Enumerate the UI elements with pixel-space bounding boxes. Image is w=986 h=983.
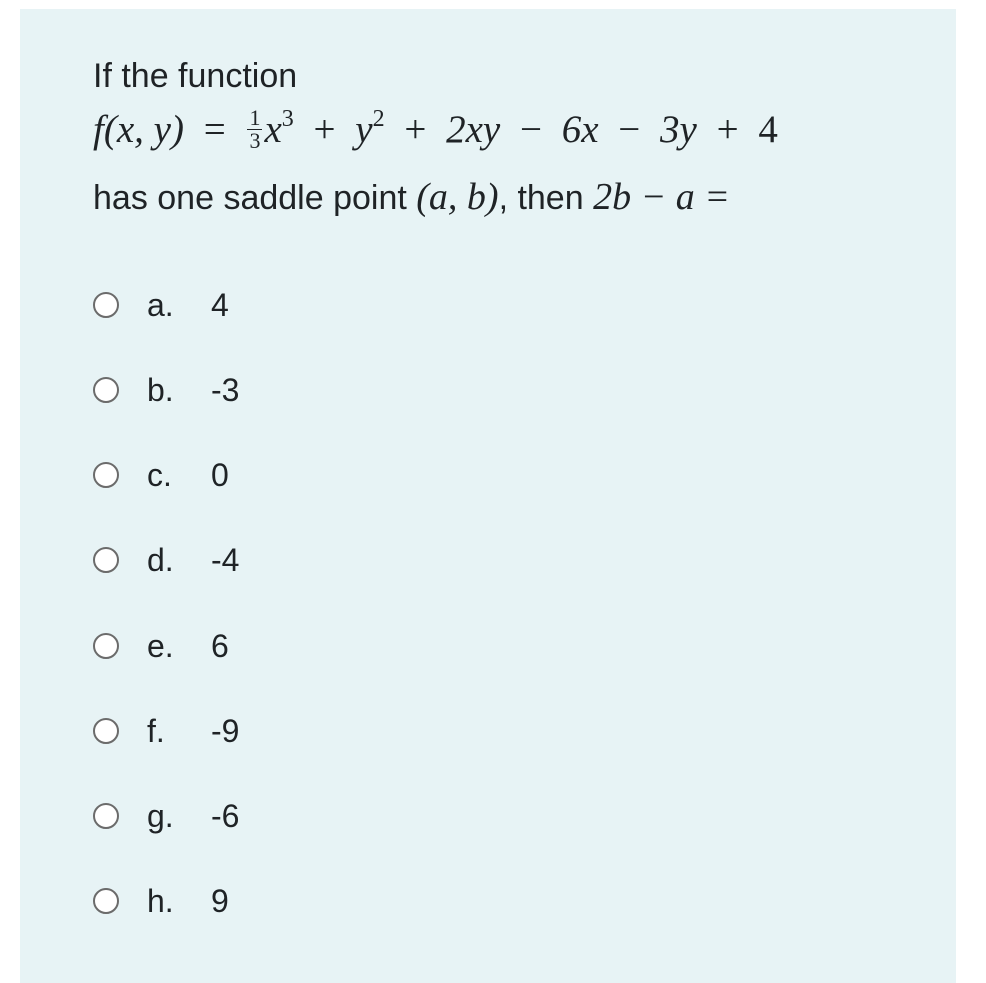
equation-plus-3: + [716,108,739,151]
question-card [20,9,956,983]
option-letter: e. [147,627,174,664]
option-c[interactable] [93,455,229,495]
option-value: 0 [211,456,229,493]
option-d[interactable] [93,540,240,580]
radio-button-icon[interactable] [93,462,119,488]
radio-button-icon[interactable] [93,633,119,659]
radio-button-icon[interactable] [93,547,119,573]
equation-minus-1: − [519,108,542,151]
option-letter: h. [147,882,174,919]
fraction-numerator: 1 [249,104,261,130]
radio-button-icon[interactable] [93,888,119,914]
option-f[interactable] [93,711,240,751]
option-value: 6 [211,627,229,664]
option-value: -4 [211,541,240,578]
option-h[interactable] [93,881,229,921]
equation-term-x-exponent: 3 [281,106,294,132]
option-value: -9 [211,712,240,749]
option-g[interactable] [93,796,240,836]
equation-minus-2: − [618,108,641,151]
equation-fraction [247,104,262,153]
equation-lhs: f(x, y) [93,108,184,151]
radio-button-icon[interactable] [93,803,119,829]
option-letter: b. [147,371,174,408]
saddle-point-expression: (a, b) [416,176,499,218]
option-value: -3 [211,371,240,408]
equation-term-y: y [355,108,373,151]
equation-term-6x: 6x [561,108,599,151]
equation-plus-1: + [313,108,336,151]
option-letter: f. [147,712,165,749]
equation-term-2xy: 2xy [446,108,501,151]
radio-button-icon[interactable] [93,292,119,318]
option-letter: c. [147,456,172,493]
question-intro: If the function [93,57,298,95]
equation-term-x: x [264,108,282,151]
equation-plus-2: + [404,108,427,151]
option-b[interactable] [93,370,240,410]
option-a[interactable] [93,285,229,325]
option-value: 4 [211,286,229,323]
question-tail [93,175,730,219]
question-equation [93,104,778,156]
option-letter: d. [147,541,174,578]
answer-expression: 2b − a = [593,176,730,218]
option-value: 9 [211,882,229,919]
option-e[interactable] [93,626,229,666]
radio-button-icon[interactable] [93,377,119,403]
option-letter: a. [147,286,174,323]
equation-term-constant: 4 [758,108,778,151]
question-tail-then: , then [498,179,594,217]
option-letter: g. [147,797,174,834]
equation-equals: = [203,108,226,151]
fraction-denominator: 3 [249,127,261,153]
equation-term-y-exponent: 2 [372,106,385,132]
equation-term-3y: 3y [660,108,697,151]
radio-button-icon[interactable] [93,718,119,744]
option-value: -6 [211,797,240,834]
question-tail-text: has one saddle point [93,179,417,217]
